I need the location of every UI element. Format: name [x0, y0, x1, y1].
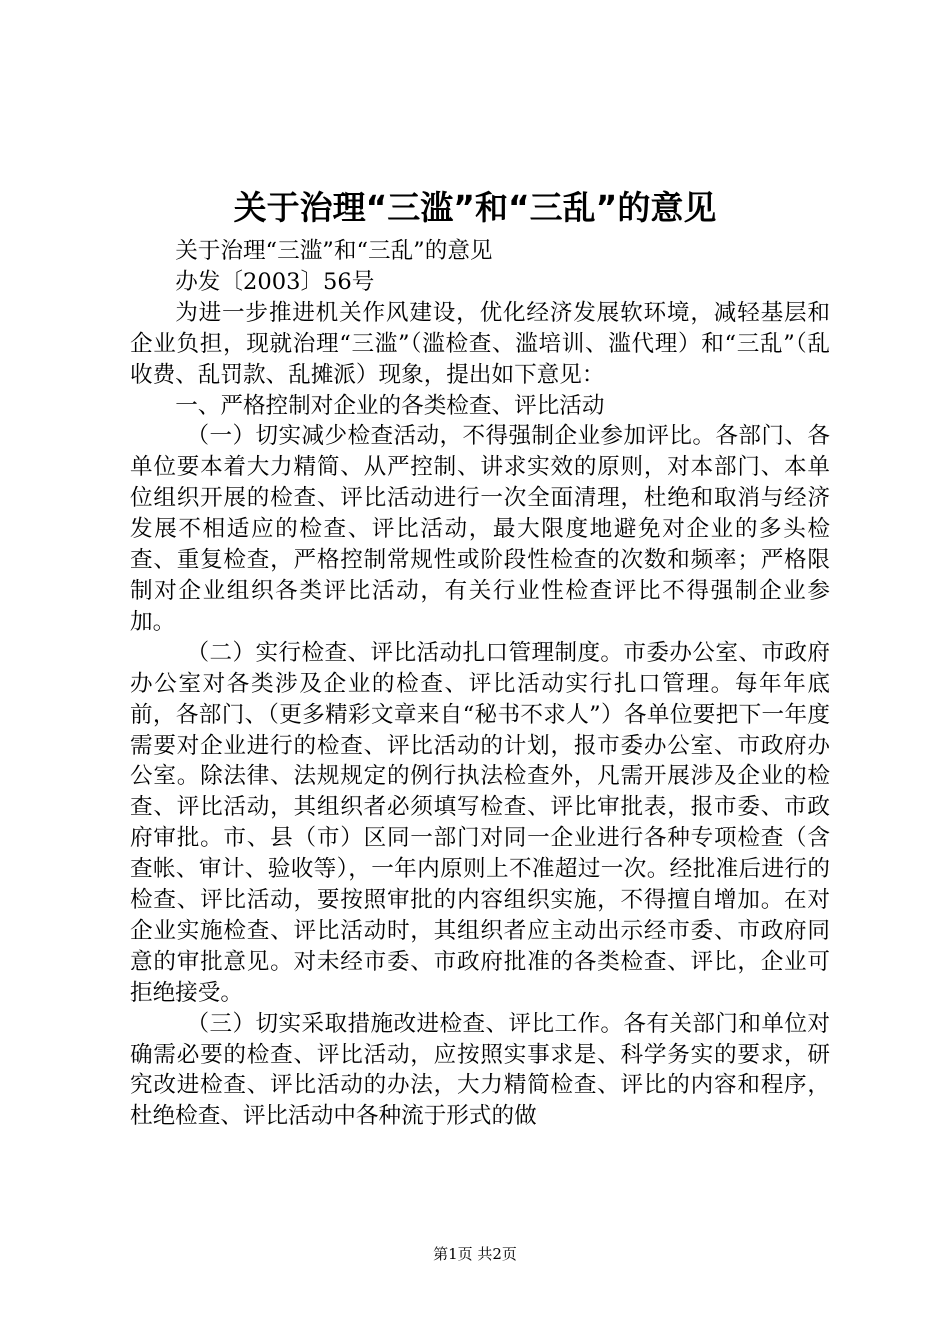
- subtitle-line: 关于治理“三滥”和“三乱”的意见: [175, 238, 493, 264]
- paragraph-item-2: （二）实行检查、评比活动扎口管理制度。市委办公室、市政府办公室对各类涉及企业的检查、评比活动实行扎口管理。每年年底前，各部门、（更多精彩文章来自“秘书不求人”）各单位要把下一年度需要对企业进行的检查、评比活动的计划，报市委办公室、市政府办公室。除法律、法规规定的例行执法检查外，凡需开展涉及企业的检查、评比活动，其组织者必须填写检查、评比审批表，报市委、市政府审批。市、县（市）区同一部门对同一企业进行各种专项检查（含查帐、审计、验收等），一年内原则上不准超过一次。经批准后进行的检查、评比活动，要按照审批的内容组织实施，不得擅自增加。在对企业实施检查、评比活动时，其组织者应主动出示经市委、市政府同意的审批意见。对未经市委、市政府批准的各类检查、评比，企业可拒绝接受。: [130, 639, 830, 1006]
- paragraph-item-3: （三）切实采取措施改进检查、评比工作。各有关部门和单位对确需必要的检查、评比活动，应按照实事求是、科学务实的要求，研究改进检查、评比活动的办法，大力精简检查、评比的内容和程序，杜绝检查、评比活动中各种流于形式的做: [130, 1010, 830, 1130]
- paragraph-item-1: （一）切实减少检查活动，不得强制企业参加评比。各部门、各单位要本着大力精简、从严控制、讲求实效的原则，对本部门、本单位组织开展的检查、评比活动进行一次全面清理，杜绝和取消与经济发展不相适应的检查、评比活动，最大限度地避免对企业的多头检查、重复检查，严格控制常规性或阶段性检查的次数和频率；严格限制对企业组织各类评比活动，有关行业性检查评比不得强制企业参加。: [130, 423, 830, 635]
- section-heading-1: 一、严格控制对企业的各类检查、评比活动: [175, 392, 605, 419]
- document-body: [130, 236, 830, 1132]
- document-number: 办发〔2003〕56号: [175, 268, 375, 295]
- paragraph-intro: 为进一步推进机关作风建设，优化经济发展软环境，减轻基层和企业负担，现就治理“三滥”（滥检查、滥培训、滥代理）和“三乱”（乱收费、乱罚款、乱摊派）现象，提出如下意见：: [130, 299, 830, 388]
- page-footer: 第1页 共2页: [433, 1245, 517, 1263]
- document-title: 关于治理“三滥”和“三乱”的意见: [233, 188, 717, 227]
